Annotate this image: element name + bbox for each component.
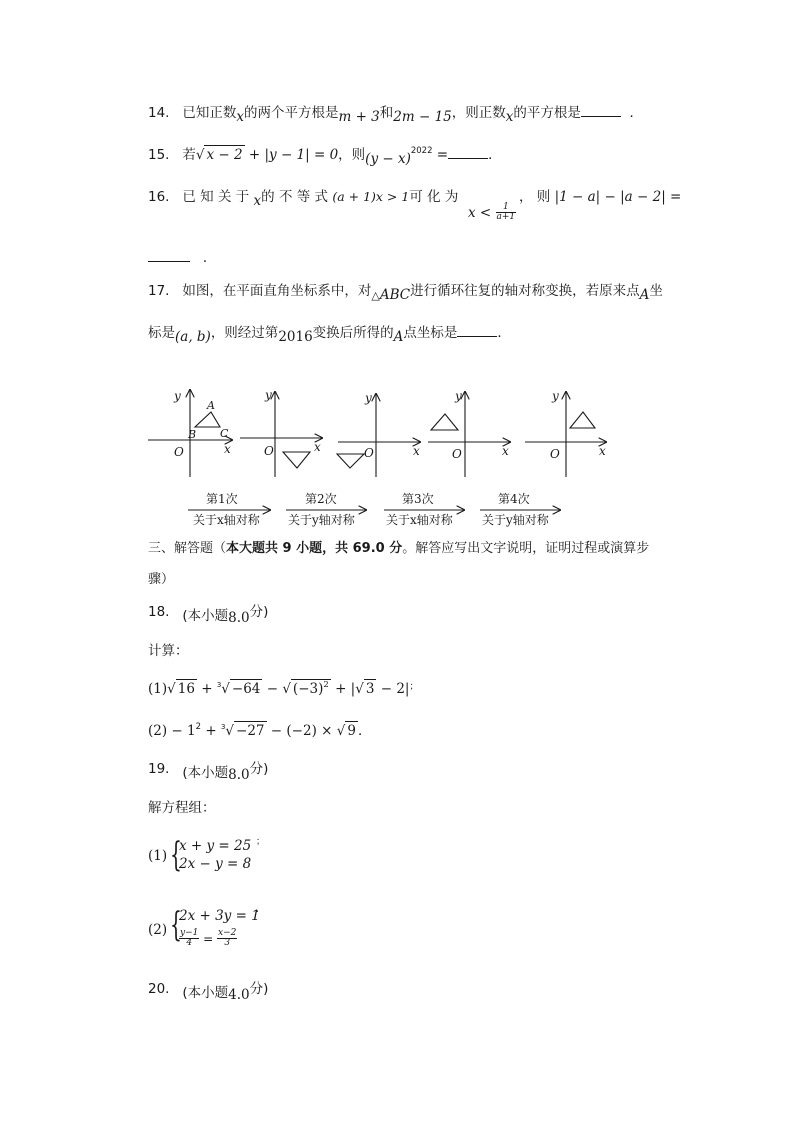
question-17-line2: 标是(a, b)，则经过第2016变换后所得的A点坐标是 ． [148,325,511,345]
answer-blank[interactable] [448,158,488,159]
question-18-part1: (1)√ 16 + $^3$√ −64 − √ $(-3)^2$ + |√ 3 − 2|； [148,680,419,697]
section-heading-line2: 骤） [148,572,175,587]
question-14: 14. 已知正数x的两个平方根是m + 3和2m − 15，则正数x的平方根是 ． [148,105,643,125]
point-c-label: C [220,427,229,440]
section-heading: 三、解答题（本大题共 9 小题，共 69.0 分。解答应写出文字说明，证明过程或演算步 [148,541,650,556]
question-number: 16. [148,189,170,205]
question-18-header: 18. (本小题8.0分) [148,604,269,626]
answer-blank[interactable] [148,261,190,262]
triangle [570,412,595,428]
question-number: 18. [148,604,170,620]
triangle [431,414,458,430]
system-1: (1) { x + y = 25 ； 2x − y = 8 [148,835,266,875]
q16-result: x < $\frac{1}{a+1}$ [468,202,516,223]
y-label: y [365,391,372,405]
origin-label: O [174,445,184,459]
x-label: x [599,444,606,458]
answer-blank[interactable] [457,336,497,337]
x-label: x [502,444,509,458]
left-brace: { [170,835,182,875]
question-19-intro: 解方程组： [148,800,216,816]
q16-answer-line: ． [148,252,216,266]
origin-label: O [364,446,374,460]
x-label: x [224,442,231,456]
point-b-label: B [188,428,197,441]
triangle [337,454,364,468]
step-3-top: 第3次 [402,492,434,506]
left-brace: { [170,905,182,945]
question-19-header: 19. (本小题8.0分) [148,761,269,783]
step-1-top: 第1次 [206,492,238,506]
step-4-top: 第4次 [498,492,530,506]
system-2: (2) { 2x + 3y = 1 ． $\frac{y-1}{4}$ = $\frac{x-2}{3}$ [148,900,269,949]
question-number: 14. [148,105,170,121]
triangle-abc [195,412,220,427]
question-number: 20. [148,981,170,997]
origin-label: O [264,444,274,458]
y-label: y [552,389,559,403]
x-label: x [314,440,321,454]
q16-tail: ， 则 |1 − a| − |a − 2| = [519,189,682,205]
y-label: y [265,388,272,402]
s2-eq2: $\frac{y-1}{4}$ = $\frac{x-2}{3}$ [180,928,237,949]
step-4-bottom: 关于y轴对称 [482,513,549,527]
step-1-bottom: 关于x轴对称 [193,513,260,527]
question-18-part2: $(2) - 1^2 + ^3√ -27 - (-2)$ × √ 9 ． [148,722,372,739]
step-2-top: 第2次 [305,492,337,506]
origin-label: O [550,447,560,461]
answer-blank[interactable] [581,116,621,117]
question-16: 16. 已 知 关 于 x的 不 等 式 (a + 1)x > 1可 化 为 [148,189,459,209]
triangle [283,452,310,468]
question-number: 19. [148,761,170,777]
y-label: y [174,389,181,403]
question-number: 15. [148,147,170,163]
fraction: $\frac{1}{a+1}$ [496,202,516,223]
question-17: 17. 如图，在平面直角坐标系中，对$_\triangle$ABC进行循环往复的轴对称变换，若原来点A坐 [148,283,663,303]
question-20-header: 20. (本小题4.0分) [148,981,269,1003]
question-15: 15. 若√ x − 2 + |y − 1| = 0，则$(y - x)^{2022}$ = ． [148,146,502,167]
x-label: x [413,444,420,458]
step-2-bottom: 关于y轴对称 [288,513,355,527]
question-18-intro: 计算： [148,643,189,659]
step-3-bottom: 关于x轴对称 [386,513,453,527]
point-a-label: A [207,399,215,412]
question-number: 17. [148,283,170,299]
y-label: y [455,389,462,403]
transformation-figure [140,382,620,532]
origin-label: O [452,447,462,461]
